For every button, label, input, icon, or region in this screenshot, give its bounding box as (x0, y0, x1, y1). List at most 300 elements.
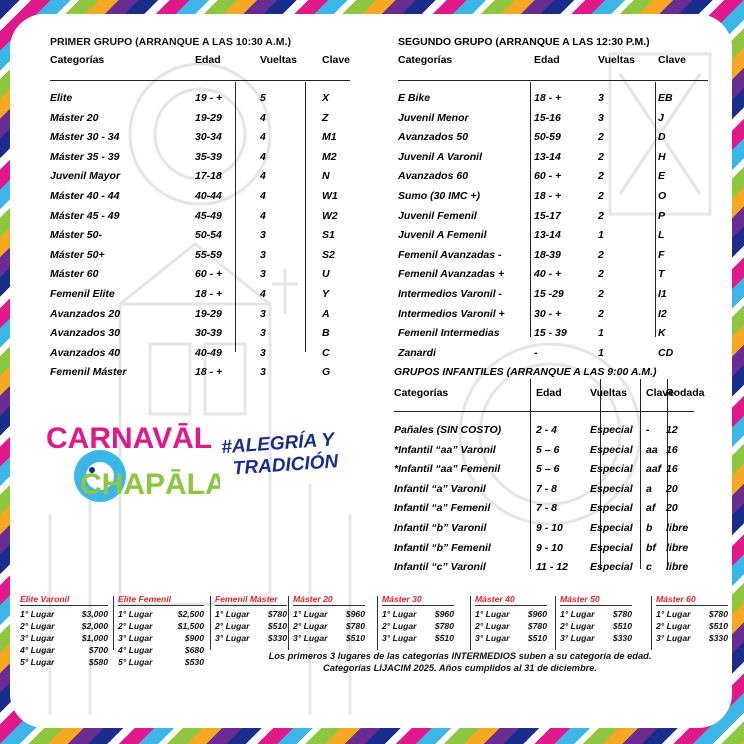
prize-place: 1° Lugar (20, 609, 55, 619)
group2-cell-category: Femenil Avanzadas + (398, 268, 505, 281)
group1-cell-age: 18 - + (195, 288, 223, 300)
prize-amount: $530 (184, 657, 204, 667)
prize-place: 3° Lugar (382, 633, 417, 643)
group2-cell-category: Femenil Avanzadas - (398, 248, 502, 261)
group2-cell-laps: 1 (598, 229, 604, 242)
prize-place: 3° Lugar (215, 633, 250, 643)
prize-divider (555, 596, 556, 650)
group3-cell-age: 2 - 4 (536, 424, 558, 436)
group1-cell-category: Femenil Máster (50, 366, 127, 379)
group2-title: SEGUNDO GRUPO (ARRANQUE A LAS 12:30 P.M.) (398, 36, 650, 48)
prize-divider (377, 596, 378, 650)
group1-cell-laps: 4 (260, 170, 266, 183)
group1-header-code: Clave (322, 54, 351, 66)
group2-cell-age: 13-14 (534, 150, 561, 163)
group3-cell-age: 7 - 8 (536, 482, 558, 495)
prize-divider (288, 596, 289, 650)
prize-title-line (656, 605, 728, 606)
group1-cell-age: 19 - + (195, 92, 223, 104)
prize-row (382, 620, 454, 632)
prize-amount: $580 (88, 657, 108, 667)
group1-cell-code: N (322, 170, 330, 183)
group2-cell-category: E Bike (398, 92, 431, 104)
group3-cell-wheel: 12 (666, 424, 678, 436)
group2-cell-category: Intermedios Varonil + (398, 307, 505, 320)
prize-amount: $780 (267, 609, 287, 619)
prize-title-line (20, 605, 108, 606)
group1-cell-laps: 3 (260, 327, 266, 340)
group2-cell-laps: 2 (598, 209, 604, 222)
prize-table (215, 594, 287, 644)
group1-cell-category: Máster 50- (50, 229, 102, 242)
group1-cell-laps: 3 (260, 366, 266, 379)
prize-table (656, 594, 728, 644)
prize-row (215, 620, 287, 632)
prize-amount: $900 (184, 633, 204, 643)
prize-amount: $780 (708, 609, 728, 619)
prize-place: 1° Lugar (293, 609, 328, 619)
prize-amount: $510 (267, 621, 287, 631)
prize-row (20, 632, 108, 644)
group1-cell-laps: 4 (260, 131, 266, 144)
group1-cell-laps: 4 (260, 111, 266, 124)
group2-cell-code: I2 (658, 307, 667, 320)
group2-cell-age: 15 -29 (534, 288, 564, 300)
group1-cell-category: Avanzados 40 (50, 346, 121, 359)
group1-cell-code: B (322, 327, 330, 340)
prize-table (475, 594, 547, 644)
group2-cell-category: Avanzados 60 (398, 170, 469, 183)
group1-cell-age: 17-18 (195, 170, 222, 183)
group2-cell-category: Juvenil A Femenil (398, 229, 487, 242)
group1-title: PRIMER GRUPO (ARRANQUE A LAS 10:30 A.M.) (50, 36, 291, 48)
group2-header-age: Edad (534, 54, 560, 66)
prize-table (293, 594, 365, 644)
group2-cell-laps: 2 (598, 190, 604, 202)
prize-amount: $960 (345, 609, 365, 619)
group3-cell-category: Infantil “c” Varonil (394, 561, 486, 574)
group1-cell-code: W2 (322, 209, 338, 222)
group1-cell-category: Máster 35 - 39 (50, 150, 120, 163)
prize-amount: $510 (527, 633, 547, 643)
group2-cell-laps: 3 (598, 111, 604, 124)
group3-col-divider (640, 379, 641, 569)
group1-cell-age: 55-59 (195, 248, 222, 261)
group2-cell-code: E (658, 170, 666, 183)
prize-title: Máster 30 (382, 594, 422, 604)
hashtag-line1: #ALEGRÍA Y (220, 429, 335, 459)
prize-place: 4° Lugar (118, 645, 153, 655)
group3-header-code: Clave (646, 387, 675, 399)
group1-col-divider (305, 82, 306, 352)
group3-header-age: Edad (536, 387, 562, 399)
group3-col-divider (530, 379, 531, 569)
prize-amount: $960 (527, 609, 547, 619)
group3-cell-category: Infantil “b” Femenil (394, 541, 491, 554)
group1-cell-age: 19-29 (195, 111, 222, 124)
carnaval-chapala-logo (40, 414, 220, 509)
group3-cell-age: 9 - 10 (536, 541, 563, 554)
prize-table (20, 594, 108, 668)
prize-amount: $680 (184, 645, 204, 655)
group3-cell-age: 5 – 6 (536, 463, 560, 476)
prize-place: 1° Lugar (656, 609, 691, 619)
group3-cell-laps: Especial (590, 463, 633, 476)
prize-place: 3° Lugar (293, 633, 328, 643)
prize-amount: $2,000 (81, 621, 108, 631)
group1-cell-category: Femenil Elite (50, 288, 115, 300)
prize-title-line (118, 605, 204, 606)
group1-cell-code: S1 (322, 229, 335, 242)
group1-cell-laps: 3 (260, 229, 266, 242)
group2-cell-category: Intermedios Varonil - (398, 288, 503, 300)
hashtag-logo (220, 429, 372, 497)
group1-cell-laps: 4 (260, 209, 266, 222)
group3-cell-wheel: libre (666, 522, 689, 534)
group3-cell-laps: Especial (590, 443, 633, 456)
group1-cell-laps: 3 (260, 346, 266, 359)
prize-amount: $780 (434, 621, 454, 631)
group3-cell-code: b (646, 522, 653, 534)
group2-col-divider (530, 82, 531, 337)
group1-cell-laps: 3 (260, 307, 266, 320)
group2-cell-age: 13-14 (534, 229, 561, 242)
prize-title-line (560, 605, 632, 606)
group2-header-laps: Vueltas (598, 54, 635, 66)
group2-cell-age: 30 - + (534, 307, 562, 320)
group1-cell-code: U (322, 268, 330, 281)
group2-cell-code: CD (658, 346, 674, 359)
group2-header-category: Categorías (398, 54, 453, 66)
group1-cell-age: 18 - + (195, 366, 223, 379)
group3-cell-wheel: libre (666, 561, 689, 574)
prize-place: 3° Lugar (656, 633, 691, 643)
group3-cell-category: Infantil “a” Femenil (394, 502, 491, 515)
prize-place: 5° Lugar (20, 657, 55, 667)
group2-cell-code: H (658, 150, 666, 163)
group1-cell-code: W1 (322, 190, 338, 202)
group2-cell-age: 50-59 (534, 131, 561, 144)
group1-cell-age: 30-34 (195, 131, 222, 144)
group3-cell-laps: Especial (590, 522, 633, 534)
prize-title: Máster 60 (656, 594, 696, 604)
prize-place: 3° Lugar (560, 633, 595, 643)
prize-place: 1° Lugar (118, 609, 153, 619)
group1-cell-laps: 5 (260, 92, 266, 104)
prize-place: 3° Lugar (475, 633, 510, 643)
prize-amount: $1,000 (81, 633, 108, 643)
group3-header-category: Categorías (394, 387, 449, 399)
prize-amount: $330 (612, 633, 632, 643)
group1-cell-code: A (322, 307, 330, 320)
group1-cell-code: C (322, 346, 330, 359)
prize-row (560, 632, 632, 644)
group1-cell-laps: 4 (260, 150, 266, 163)
group1-cell-age: 60 - + (195, 268, 223, 281)
group1-cell-age: 35-39 (195, 150, 222, 163)
prize-divider (470, 596, 471, 650)
footnote-line1: Los primeros 3 lugares de las categorías INTERMEDIOS suben a su categoría de edad. (268, 651, 652, 661)
group1-cell-age: 45-49 (195, 209, 222, 222)
group1-col-divider (235, 82, 236, 352)
group3-cell-age: 11 - 12 (536, 561, 568, 574)
group2-col-divider (655, 82, 656, 337)
prize-title-line (293, 605, 365, 606)
group3-header-laps: Vueltas (590, 387, 627, 399)
group3-header-wheel: Rodada (666, 387, 705, 399)
prize-amount: $700 (88, 645, 108, 655)
group1-cell-category: Juvenil Mayor (50, 170, 121, 183)
group1-cell-age: 50-54 (195, 229, 222, 242)
prize-title: Femenil Máster (215, 594, 278, 604)
prize-row (20, 608, 108, 620)
group2-cell-age: 60 - + (534, 170, 562, 183)
prize-amount: $1,500 (177, 621, 204, 631)
prize-place: 2° Lugar (293, 621, 328, 631)
group3-cell-wheel: 20 (666, 502, 678, 515)
group3-cell-laps: Especial (590, 424, 633, 436)
prize-row (293, 620, 365, 632)
prize-place: 1° Lugar (560, 609, 595, 619)
prize-title-line (382, 605, 454, 606)
group2-cell-category: Juvenil Menor (398, 111, 469, 124)
prize-row (475, 620, 547, 632)
prize-title: Máster 50 (560, 594, 600, 604)
group2-cell-category: Avanzados 50 (398, 131, 469, 144)
prize-amount: $510 (612, 621, 632, 631)
group1-cell-code: M1 (322, 131, 337, 144)
group2-cell-laps: 2 (598, 307, 604, 320)
prize-row (293, 632, 365, 644)
group2-header-line (398, 80, 708, 81)
group1-cell-code: X (322, 92, 330, 104)
group1-cell-age: 30-39 (195, 327, 222, 340)
group1-cell-category: Máster 50+ (50, 248, 105, 261)
group2-cell-age: 15-17 (534, 209, 561, 222)
prize-row (20, 644, 108, 656)
prize-row (475, 632, 547, 644)
group2-cell-laps: 2 (598, 288, 604, 300)
group1-header-category: Categorías (50, 54, 105, 66)
prize-amount: $780 (527, 621, 547, 631)
prize-place: 2° Lugar (215, 621, 250, 631)
group2-cell-age: 15 - 39 (534, 327, 567, 340)
group2-cell-category: Juvenil A Varonil (398, 150, 483, 163)
group2-cell-code: P (658, 209, 666, 222)
group1-cell-category: Máster 45 - 49 (50, 209, 120, 222)
prize-place: 5° Lugar (118, 657, 153, 667)
prize-row (475, 608, 547, 620)
group2-cell-laps: 2 (598, 131, 604, 144)
group3-cell-age: 9 - 10 (536, 522, 563, 534)
group1-header-line (50, 80, 350, 81)
group1-cell-category: Máster 20 (50, 111, 99, 124)
group3-cell-wheel: 16 (666, 443, 678, 456)
group1-cell-age: 19-29 (195, 307, 222, 320)
group3-cell-wheel: 20 (666, 482, 678, 495)
group1-cell-laps: 3 (260, 248, 266, 261)
prize-amount: $960 (434, 609, 454, 619)
prize-place: 2° Lugar (475, 621, 510, 631)
group1-cell-category: Máster 40 - 44 (50, 190, 120, 202)
group2-cell-category: Juvenil Femenil (398, 209, 477, 222)
group1-cell-category: Avanzados 30 (50, 327, 121, 340)
prize-table (382, 594, 454, 644)
prize-row (560, 620, 632, 632)
group1-cell-category: Avanzados 20 (50, 307, 121, 320)
prize-title-line (215, 605, 287, 606)
group2-cell-category: Sumo (30 IMC +) (398, 190, 480, 202)
prize-amount: $780 (612, 609, 632, 619)
prize-amount: $330 (267, 633, 287, 643)
group1-cell-category: Máster 60 (50, 268, 99, 281)
group1-cell-age: 40-44 (195, 190, 222, 202)
group2-cell-code: F (658, 248, 665, 261)
group2-cell-laps: 1 (598, 327, 604, 340)
prize-place: 2° Lugar (382, 621, 417, 631)
group1-cell-category: Elite (50, 92, 73, 104)
group3-cell-wheel: 16 (666, 463, 678, 476)
prize-table (560, 594, 632, 644)
group2-cell-code: K (658, 327, 666, 340)
prize-place: 2° Lugar (656, 621, 691, 631)
group2-cell-code: L (658, 229, 665, 242)
group3-cell-code: af (646, 502, 656, 515)
group3-title: GRUPOS INFANTILES (ARRANQUE A LAS 9:00 A.M.) (394, 366, 657, 378)
group2-cell-laps: 2 (598, 248, 604, 261)
group2-cell-laps: 2 (598, 268, 604, 281)
prize-row (382, 608, 454, 620)
group2-cell-laps: 2 (598, 150, 604, 163)
group1-cell-code: Y (322, 288, 330, 300)
group2-cell-code: O (658, 190, 667, 202)
prize-amount: $510 (434, 633, 454, 643)
prize-row (118, 620, 204, 632)
group3-cell-wheel: libre (666, 541, 689, 554)
prize-place: 4° Lugar (20, 645, 55, 655)
group1-cell-code: M2 (322, 150, 337, 163)
group1-cell-category: Máster 30 - 34 (50, 131, 120, 144)
group1-cell-age: 40-49 (195, 346, 222, 359)
group3-cell-category: *Infantil “aa” Femenil (394, 463, 501, 476)
prize-divider (113, 596, 114, 650)
group2-cell-laps: 1 (598, 346, 604, 359)
group3-cell-category: Pañales (SIN COSTO) (394, 424, 502, 436)
prize-divider (210, 596, 211, 650)
group3-cell-age: 5 – 6 (536, 443, 560, 456)
group2-cell-laps: 2 (598, 170, 604, 183)
group3-cell-code: - (646, 424, 650, 436)
group2-cell-age: - (534, 346, 538, 359)
prize-row (118, 632, 204, 644)
group2-cell-age: 18 - + (534, 190, 562, 202)
prize-place: 2° Lugar (118, 621, 153, 631)
group3-cell-category: *Infantil “aa” Varonil (394, 443, 496, 456)
logo-text-chapala: CHAPĀLA (80, 468, 220, 501)
prize-divider (651, 596, 652, 650)
prize-place: 3° Lugar (20, 633, 55, 643)
group2-cell-laps: 3 (598, 92, 604, 104)
group1-header-age: Edad (195, 54, 221, 66)
prize-row (560, 608, 632, 620)
group3-cell-code: aa (646, 443, 658, 456)
prize-amount: $330 (708, 633, 728, 643)
group2-cell-code: D (658, 131, 666, 144)
prize-row (215, 632, 287, 644)
prize-title-line (475, 605, 547, 606)
group3-cell-category: Infantil “b” Varonil (394, 522, 487, 534)
prize-title: Máster 20 (293, 594, 333, 604)
prize-place: 1° Lugar (382, 609, 417, 619)
group3-cell-category: Infantil “a” Varonil (394, 482, 486, 495)
footnote (190, 650, 730, 674)
prize-row (656, 620, 728, 632)
prize-place: 2° Lugar (20, 621, 55, 631)
prize-amount: $780 (345, 621, 365, 631)
group3-cell-code: bf (646, 541, 656, 554)
hashtag-line2: TRADICIÓN (232, 451, 339, 480)
group2-cell-category: Zanardi (398, 346, 436, 359)
footnote-line2: Categorías LIJACIM 2025. Años cumplidos al 31 de diciembre. (323, 663, 597, 673)
prize-row (215, 608, 287, 620)
prize-place: 3° Lugar (118, 633, 153, 643)
group1-cell-code: G (322, 366, 331, 379)
group1-cell-code: Z (322, 111, 329, 124)
prize-row (656, 632, 728, 644)
group3-cell-laps: Especial (590, 482, 633, 495)
group1-cell-code: S2 (322, 248, 335, 261)
group2-cell-age: 18 - + (534, 92, 562, 104)
group1-cell-laps: 3 (260, 268, 266, 281)
prize-row (382, 632, 454, 644)
prize-title: Elite Femenil (118, 594, 172, 604)
prize-amount: $510 (345, 633, 365, 643)
prize-row (20, 620, 108, 632)
group3-cell-laps: Especial (590, 502, 633, 515)
prize-row (20, 656, 108, 668)
group3-cell-laps: Especial (590, 541, 633, 554)
group2-cell-code: EB (658, 92, 673, 104)
prize-row (656, 608, 728, 620)
prize-place: 1° Lugar (215, 609, 250, 619)
prize-title: Elite Varonil (20, 594, 70, 604)
prize-title: Máster 40 (475, 594, 515, 604)
group3-header-line (394, 411, 694, 412)
group2-cell-category: Femenil Intermedias (398, 327, 500, 340)
group2-cell-age: 40 - + (534, 268, 562, 281)
group3-cell-laps: Especial (590, 561, 633, 574)
group3-cell-age: 7 - 8 (536, 502, 558, 515)
prize-place: 2° Lugar (560, 621, 595, 631)
logo-text-carnaval: CARNAVĀL (46, 422, 213, 455)
group1-header-laps: Vueltas (260, 54, 297, 66)
schedule-card (10, 14, 732, 728)
group3-cell-code: c (646, 561, 652, 574)
group3-cell-code: a (646, 482, 652, 495)
group2-cell-age: 15-16 (534, 111, 561, 124)
prize-amount: $2,500 (177, 609, 204, 619)
group1-cell-laps: 4 (260, 190, 266, 202)
prize-row (293, 608, 365, 620)
group2-cell-code: J (658, 111, 664, 124)
group3-cell-code: aaf (646, 463, 662, 476)
group2-cell-code: T (658, 268, 665, 281)
group1-cell-laps: 4 (260, 288, 266, 300)
prize-row (118, 608, 204, 620)
group2-header-code: Clave (658, 54, 687, 66)
group2-cell-age: 18-39 (534, 248, 561, 261)
prize-amount: $510 (708, 621, 728, 631)
